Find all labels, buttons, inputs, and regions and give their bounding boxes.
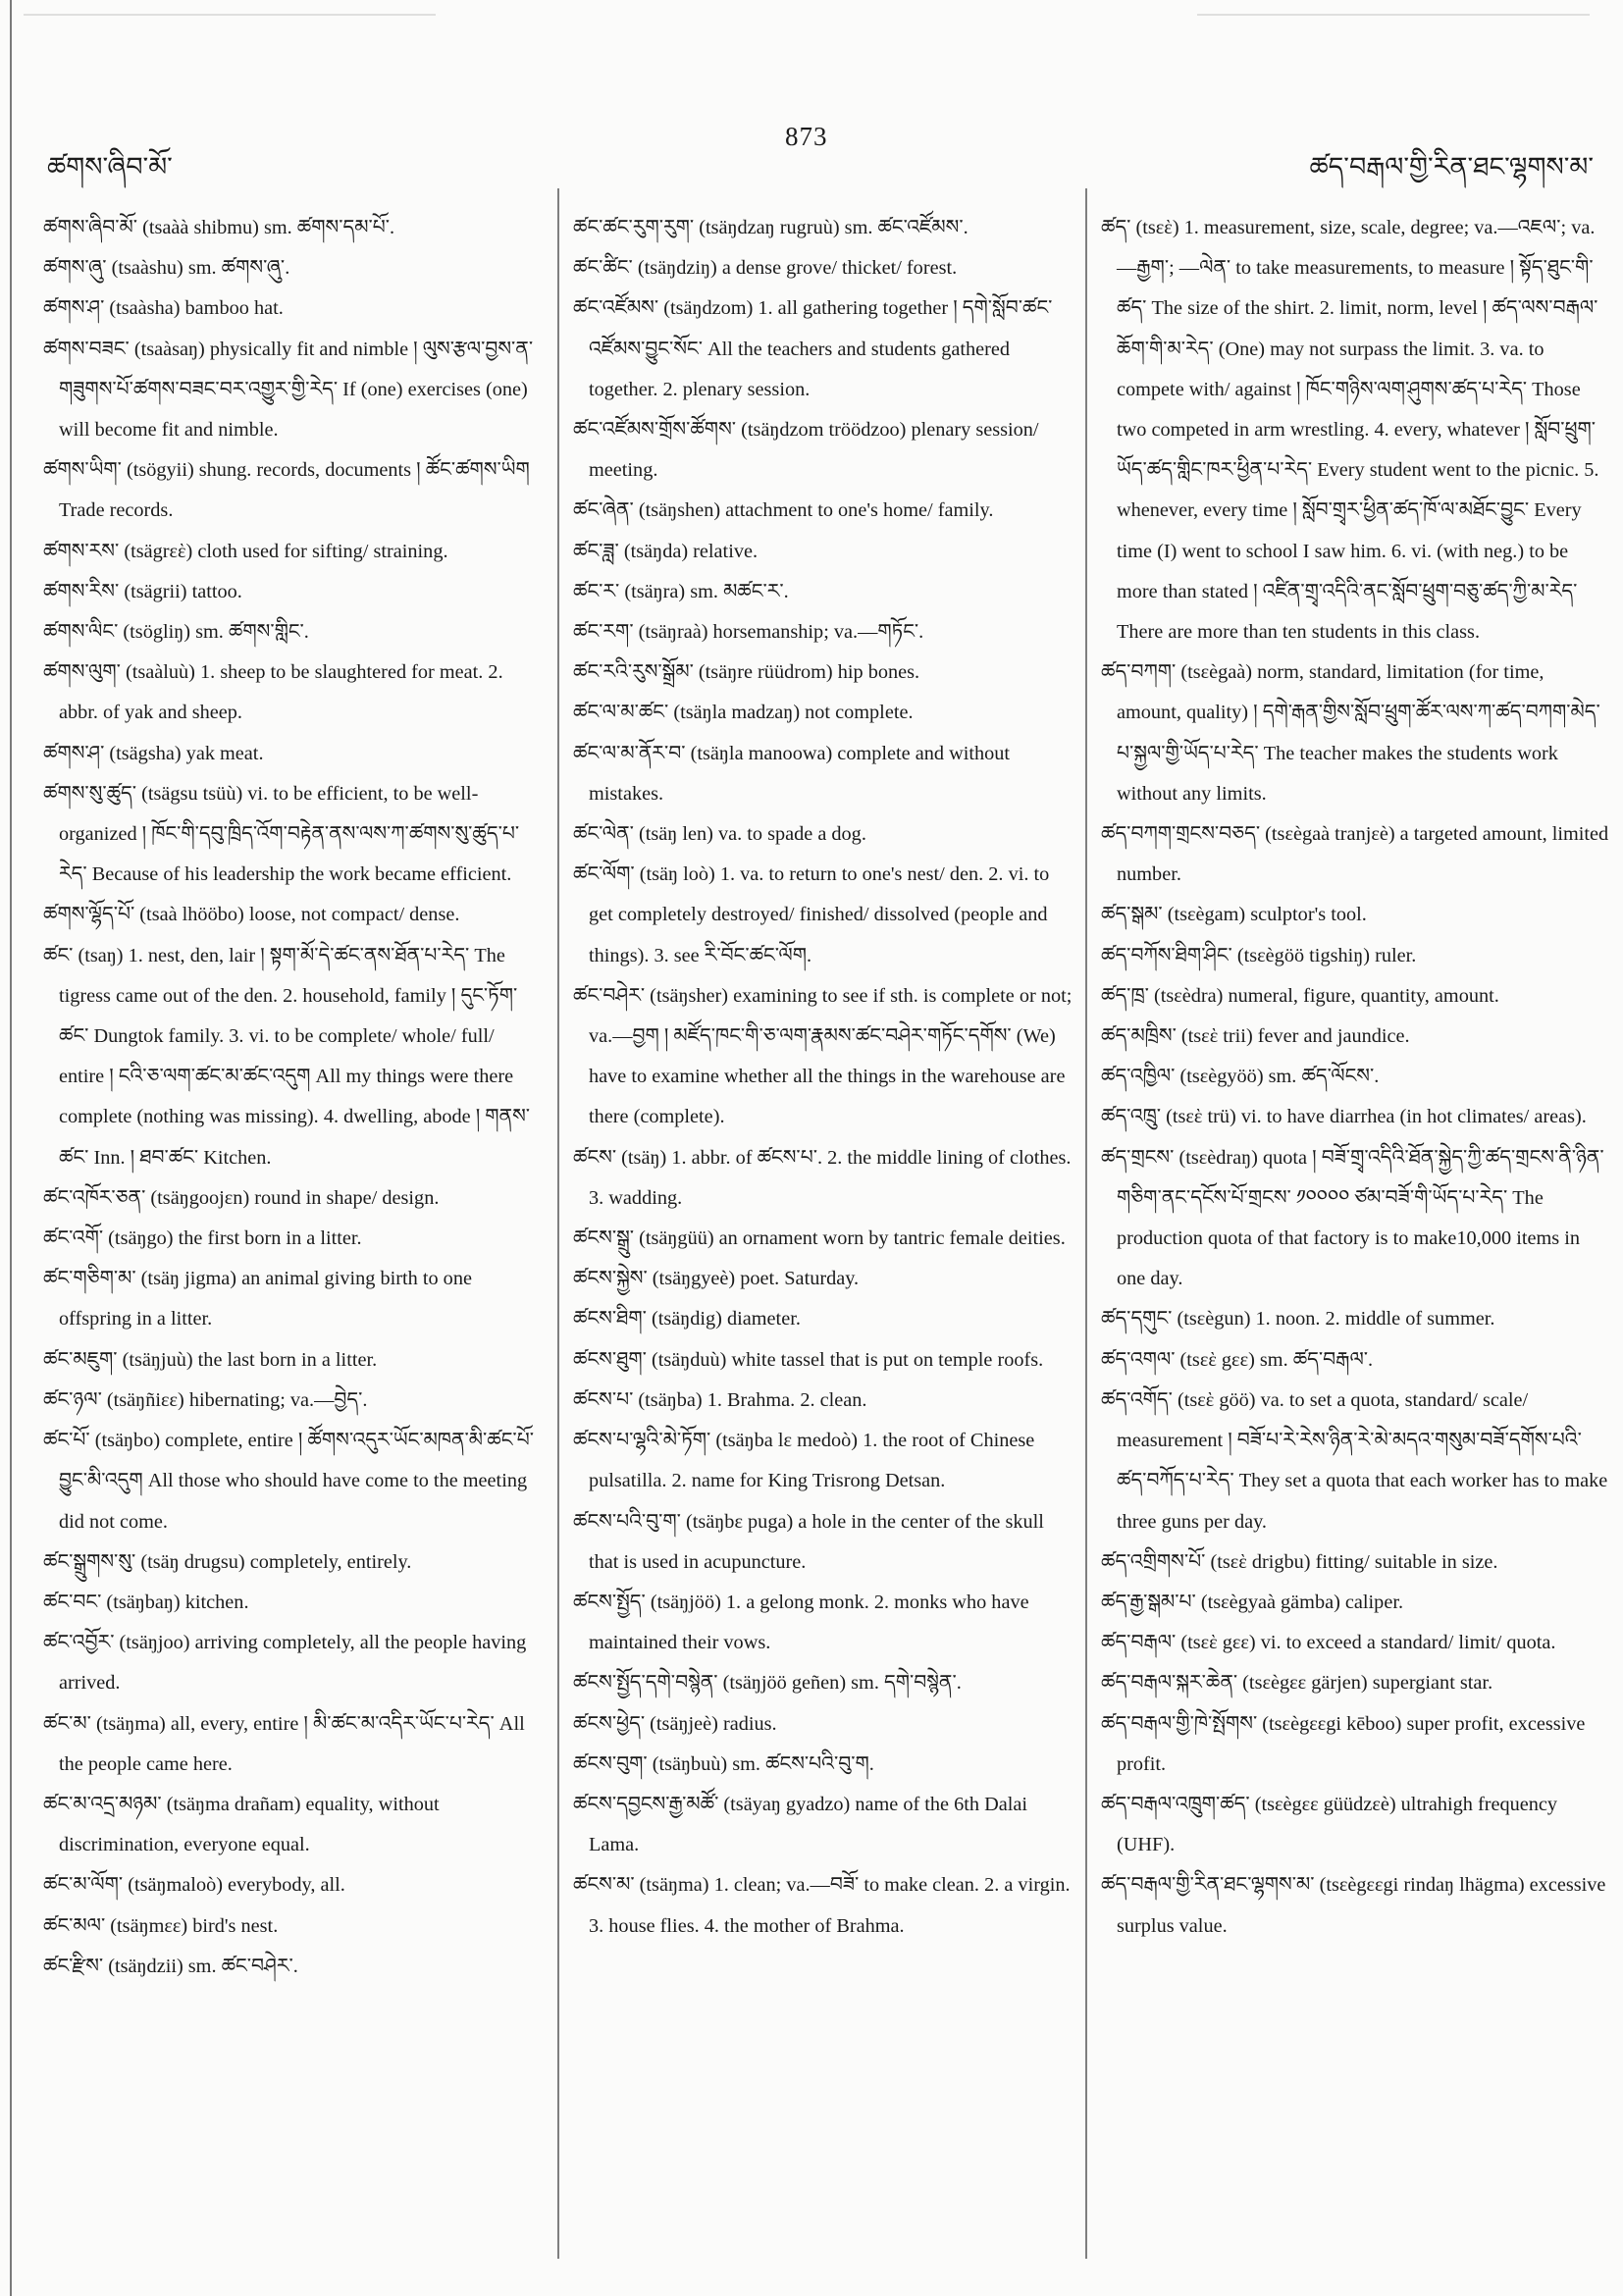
dictionary-entry: ཚང་གཅིག་མ་ (tsäŋ jigma) an animal giving birth to one offspring in a litter. <box>43 1268 472 1331</box>
dictionary-entry: ཚགས་ལྷོད་པོ་ (tsaà lhööbo) loose, not compact/ dense. <box>43 904 460 926</box>
scan-artifact <box>24 14 436 16</box>
column-divider <box>1085 188 1087 2259</box>
dictionary-entry: ཚགས་ལིང་ (tsögliŋ) sm. ཚགས་གླིང་. <box>43 621 309 644</box>
column-divider <box>557 188 559 2259</box>
dictionary-entry: ཚངས་ཕྱེད་ (tsäŋjeè) radius. <box>573 1712 777 1735</box>
dictionary-entry: ཚངས་སྤྱོད་ (tsäŋjöö) 1. a gelong monk. 2. monks who have maintained their vows. <box>573 1591 1029 1654</box>
running-head-right: ཚད་བརྒལ་གྱི་རིན་ཐང་ལྷགས་མ་ <box>1309 152 1594 182</box>
dictionary-entry: ཚད་འགོད་ (tsεὲ göö) va. to set a quota, standard/ scale/ measurement ། བཟོ་པ་རེ་རེས་ཉིན་རེ་མེ་མདའ་གསུམ་བཟོ་དགོས་པའི་ཚད་བཀོད་པ་རེད་ They set a quota that each worker has to make three guns per day. <box>1101 1388 1608 1533</box>
dictionary-entry: ཚད་བརྒལ་གྱི་རིན་ཐང་ལྷགས་མ་ (tsεègεεgi rindaŋ lhägma) excessive surplus value. <box>1101 1874 1606 1937</box>
dictionary-entry: ཚངས་ཐིག་ (tsäŋdig) diameter. <box>573 1308 801 1331</box>
dictionary-entry: ཚགས་རས་ (tsägrεὲ) cloth used for sifting/ straining. <box>43 540 448 562</box>
dictionary-entry: ཚགས་ཞུ་ (tsaàshu) sm. ཚགས་ཞུ་. <box>43 257 290 280</box>
dictionary-entry: ཚང་ལེན་ (tsäŋ len) va. to spade a dog. <box>573 823 866 846</box>
dictionary-entry: ཚད་འཁྱིལ་ (tsεègyöö) sm. ཚད་ལོངས་. <box>1101 1066 1380 1088</box>
dictionary-entry: ཚད་བཀག་ (tsεègaà) norm, standard, limitation (for time, amount, quality) ། དགེ་རྒན་གྱིས་སློབ་ཕྲུག་ཚོར་ལས་ཀ་ཚད་བཀག་མེད་པ་སྐྱལ་གྱི་ཡོད་པ་རེད་ The teacher makes the students work without any limits. <box>1101 661 1600 805</box>
dictionary-entry: ཚངས་པ་ (tsäŋba) 1. Brahma. 2. clean. <box>573 1388 867 1411</box>
dictionary-entry: ཚང་ཞེན་ (tsäŋshen) attachment to one's home/ family. <box>573 499 994 522</box>
dictionary-entry: ཚང་ཚིང་ (tsäŋdziŋ) a dense grove/ thicket/ forest. <box>573 257 958 280</box>
dictionary-entry: ཚང་རག་ (tsäŋraà) horsemanship; va.—གཏོང་. <box>573 621 924 644</box>
dictionary-entry: ཚགས་ལུག་ (tsaàluù) 1. sheep to be slaughtered for meat. 2. abbr. of yak and sheep. <box>43 661 503 724</box>
dictionary-entry: ཚགས་བཟང་ (tsaàsaŋ) physically fit and nimble ། ལུས་རྩལ་བྱས་ན་གཟུགས་པོ་ཚགས་བཟང་བར་འགྱུར་གྱི་རེད་ If (one) exercises (one) will become fit and nimble. <box>43 338 534 442</box>
dictionary-entry: ཚང་ (tsaŋ) 1. nest, den, lair ། སྟག་མོ་དེ་ཚང་ནས་ཐོན་པ་རེད་ The tigress came out of the den. 2. household, family ། དུང་ཏོག་ཚང་ Dungtok family. 3. vi. to be complete/ whole/ full/ entire ། ངའི་ཅ་ལག་ཚང་མ་ཚང་འདུག All my things were there complete (nothing was missing). 4. dwelling, abode ། གནས་ཚང་ Inn. ། ཐབ་ཚང་ Kitchen. <box>43 944 531 1169</box>
dictionary-entry: ཚད་བཀག་གྲངས་བཅད་ (tsεègaà tranjεè) a targeted amount, limited number. <box>1101 823 1609 886</box>
dictionary-entry: ཚངས་སྐྱེས་ (tsäŋgyeè) poet. Saturday. <box>573 1268 860 1290</box>
scan-artifact <box>1197 14 1590 16</box>
dictionary-entry: ཚང་མ་ལོག་ (tsäŋmaloò) everybody, all. <box>43 1874 345 1897</box>
dictionary-entry: ཚངས་པའི་བུ་ག་ (tsäŋbε puga) a hole in the center of the skull that is used in acupuncture. <box>573 1510 1044 1573</box>
dictionary-entry: ཚད་སྒམ་ (tsεègam) sculptor's tool. <box>1101 904 1367 926</box>
dictionary-entry: ཚད་གྲངས་ (tsεèdraŋ) quota ། བཟོ་གྲྭ་འདིའི་ཐོན་སྐྱེད་ཀྱི་ཚད་གྲངས་ནི་ཉིན་གཅིག་ནང་དངོས་པོ་གྲངས་ ༡༠༠༠༠ ཙམ་བཟོ་གི་ཡོད་པ་རེད་ The production quota of that factory is to make10,000 items in one day. <box>1101 1146 1604 1290</box>
dictionary-entry: ཚང་སྒྲུགས་སུ་ (tsäŋ drugsu) completely, entirely. <box>43 1550 412 1573</box>
dictionary-entry: ཚང་རྫིས་ (tsäŋdzii) sm. ཚང་བཤེར་. <box>43 1955 298 1977</box>
dictionary-entry: ཚང་ལ་མ་ནོར་བ་ (tsäŋla manoowa) complete and without mistakes. <box>573 742 1011 805</box>
dictionary-entry: ཚང་འཁོར་ཅན་ (tsäŋgoojεn) round in shape/ design. <box>43 1186 440 1209</box>
dictionary-entry: ཚང་མཇུག་ (tsäŋjuù) the last born in a litter. <box>43 1348 378 1371</box>
dictionary-entry: ཚང་བང་ (tsäŋbaŋ) kitchen. <box>43 1591 249 1613</box>
dictionary-entry: ཚགས་ཞིབ་མོ་ (tsaàà shibmu) sm. ཚགས་དམ་པོ་. <box>43 217 395 238</box>
column-right <box>1101 208 1611 1947</box>
dictionary-entry: ཚད་མཁྲིས་ (tsεὲ trii) fever and jaundice. <box>1101 1025 1410 1048</box>
dictionary-entry: ཚད་བཀོས་ཐིག་ཤིང་ (tsεègöö tigshiŋ) ruler. <box>1101 944 1417 966</box>
dictionary-entry: ཚད་བརྒལ་གྱི་ཁེ་སྤོགས་ (tsεègεεgi kēboo) super profit, excessive profit. <box>1101 1712 1586 1775</box>
dictionary-entry: ཚང་ལ་མ་ཚང་ (tsäŋla madzaŋ) not complete. <box>573 702 914 724</box>
column-middle <box>573 208 1073 1947</box>
dictionary-entry: ཚད་བརྒལ་འཁྲུག་ཚད་ (tsεègεε güüdzεè) ultrahigh frequency (UHF). <box>1101 1793 1558 1856</box>
dictionary-entry: ཚང་ཚང་རུག་རུག་ (tsäŋdzaŋ rugruù) sm. ཚང་འཛོམས་. <box>573 217 969 238</box>
dictionary-entry: ཚད་དགུང་ (tsεègun) 1. noon. 2. middle of summer. <box>1101 1308 1495 1331</box>
dictionary-entry: ཚགས་རིས་ (tsägrii) tattoo. <box>43 580 242 602</box>
dictionary-entry: ཚགས་སུ་ཚུད་ (tsägsu tsüù) vi. to be efficient, to be well-organized ། ཁོང་གི་དབུ་ཁྲིད་འོག་བརྟེན་ནས་ལས་ཀ་ཚགས་སུ་ཚུད་པ་རེད་ Because of his leadership the work became efficient. <box>43 782 520 886</box>
dictionary-entry: ཚངས་སྒྲུ་ (tsäŋgüü) an ornament worn by tantric female deities. <box>573 1227 1066 1250</box>
dictionary-entry: ཚང་འཛོམས་ (tsäŋdzom) 1. all gathering together ། དགེ་སློབ་ཚང་འཛོམས་བྱུང་སོང་ All the teachers and students gathered together. 2. plenary session. <box>573 297 1053 400</box>
dictionary-entry: ཚང་པོ་ (tsäŋbo) complete, entire ། ཚོགས་འདུར་ཡོང་མཁན་མི་ཚང་པོ་བྱུང་མི་འདུག All those who should have come to the meeting did not come. <box>43 1430 534 1533</box>
dictionary-entry: ཚང་འཛོམས་གྲོས་ཚོགས་ (tsäŋdzom tröödzoo) plenary session/ meeting. <box>573 419 1039 482</box>
dictionary-entry: ཚངས་ཐུག་ (tsäŋduù) white tassel that is put on temple roofs. <box>573 1348 1044 1371</box>
dictionary-entry: ཚད་བརྒལ་སྐར་ཆེན་ (tsεègεε gärjen) supergiant star. <box>1101 1672 1493 1695</box>
dictionary-entry: ཚད་འགལ་ (tsεὲ gεε) sm. ཚད་བརྒལ་. <box>1101 1348 1374 1371</box>
dictionary-entry: ཚངས་སྤྱོད་དགེ་བསྙེན་ (tsäŋjöö geñen) sm. དགེ་བསྙེན་. <box>573 1672 962 1695</box>
dictionary-entry: ཚད་འགྲིགས་པོ་ (tsεὲ drigbu) fitting/ suitable in size. <box>1101 1550 1498 1573</box>
dictionary-entry: ཚད་ (tsεὲ) 1. measurement, size, scale, degree; va.—འཇལ་; va.—རྒྱག་; —ལེན་ to take measurements, to measure ། སྟོད་ཐུང་གི་ཚད་ The size of the shirt. 2. limit, norm, level ། ཚད་ལས་བརྒལ་ཆོག་གི་མ་རེད་ (One) may not surpass the limit. 3. va. to compete with/ against ། ཁོང་གཉིས་ལག་ཤུགས་ཚད་པ་རེད་ Those two competed in arm wrestling. 4. every, whatever ། སློབ་ཕྲུག་ཡོད་ཚད་གླིང་ཁར་ཕྱིན་པ་རེད་ Every student went to the picnic. 5. whenever, every time ། སློབ་གྲྭར་ཕྱིན་ཚད་ཁོ་ལ་མཐོང་བྱུང་ Every time (I) went to school I saw him. 6. vi. (with neg.) to be more than stated ། འཛིན་གྲྭ་འདིའི་ནང་སློབ་ཕྲུག་བཅུ་ཚད་ཀྱི་མ་རེད་ There are more than ten students in this class. <box>1101 217 1599 644</box>
page-edge-rule <box>10 0 12 2296</box>
dictionary-entry: ཚང་ཟླ་ (tsäŋda) relative. <box>573 540 759 562</box>
dictionary-entry: ཚགས་ཤ་ (tsaàsha) bamboo hat. <box>43 297 284 320</box>
dictionary-entry: ཚངས་མ་ (tsäŋma) 1. clean; va.—བཟོ་ to make clean. 2. a virgin. 3. house flies. 4. the mother of Brahma. <box>573 1874 1071 1937</box>
dictionary-entry: ཚང་ལོག་ (tsäŋ loò) 1. va. to return to one's nest/ den. 2. vi. to get completely destroyed/ finished/ dissolved (people and things). 3. see རི་བོང་ཚང་ལོག. <box>573 863 1050 966</box>
running-head-left: ཚགས་ཞིབ་མོ་ <box>47 152 173 182</box>
dictionary-entry: ཚངས་ (tsäŋ) 1. abbr. of ཚངས་པ་. 2. the middle lining of clothes. 3. wadding. <box>573 1146 1072 1209</box>
dictionary-entry: ཚང་མ་འདྲ་མཉམ་ (tsäŋma drañam) equality, without discrimination, everyone equal. <box>43 1793 440 1856</box>
page-number: 873 <box>785 122 828 151</box>
dictionary-entry: ཚངས་པ་ལྷའི་མེ་ཏོག་ (tsäŋba lε medoò) 1. the root of Chinese pulsatilla. 2. name for King Trisrong Detsan. <box>573 1430 1035 1492</box>
dictionary-entry: ཚད་འཁྲུ་ (tsεὲ trü) vi. to have diarrhea (in hot climates/ areas). <box>1101 1106 1587 1128</box>
dictionary-entry: ཚང་ར་ (tsäŋra) sm. མཚང་ར་. <box>573 580 789 602</box>
dictionary-entry: ཚང་རའི་རུས་སྒྲོམ་ (tsäŋre rüüdrom) hip bones. <box>573 661 920 684</box>
dictionary-entry: ཚང་ཉལ་ (tsäŋñiεε) hibernating; va.—བྱེད་. <box>43 1388 368 1411</box>
dictionary-entry: ཚད་རྒྱ་སྒམ་པ་ (tsεègyaà gämba) caliper. <box>1101 1591 1404 1613</box>
dictionary-entry: ཚངས་བུག་ (tsäŋbuù) sm. ཚངས་པའི་བུ་ག. <box>573 1752 874 1775</box>
dictionary-entry: ཚད་བརྒལ་ (tsεὲ gεε) vi. to exceed a standard/ limit/ quota. <box>1101 1632 1556 1654</box>
dictionary-entry: ཚང་མལ་ (tsäŋmεε) bird's nest. <box>43 1914 279 1937</box>
column-left <box>43 208 544 1987</box>
dictionary-entry: ཚང་མ་ (tsäŋma) all, every, entire ། མི་ཚང་མ་འདིར་ཡོང་པ་རེད་ All the people came here. <box>43 1712 525 1775</box>
dictionary-entry: ཚགས་ཤ་ (tsägsha) yak meat. <box>43 742 264 764</box>
dictionary-entry: ཚང་འབྱོར་ (tsäŋjoo) arriving completely, all the people having arrived. <box>43 1632 527 1695</box>
dictionary-entry: ཚགས་ཡིག་ (tsögyii) shung. records, documents ། ཚོང་ཚགས་ཡིག Trade records. <box>43 459 530 522</box>
dictionary-entry: ཚད་ཁྲ་ (tsεèdra) numeral, figure, quantity, amount. <box>1101 984 1499 1007</box>
dictionary-entry: ཚངས་དབྱངས་རྒྱ་མཚོ་ (tsäyaŋ gyadzo) name of the 6th Dalai Lama. <box>573 1793 1028 1856</box>
dictionary-entry: ཚང་འགོ་ (tsäŋgo) the first born in a litter. <box>43 1227 362 1250</box>
dictionary-entry: ཚང་བཤེར་ (tsäŋsher) examining to see if sth. is complete or not; va.—བྱག ། མཛོད་ཁང་གི་ཅ་ལག་རྣམས་ཚང་བཤེར་གཏོང་དགོས་ (We) have to examine whether all the things in the warehouse are there (complete). <box>573 984 1073 1128</box>
